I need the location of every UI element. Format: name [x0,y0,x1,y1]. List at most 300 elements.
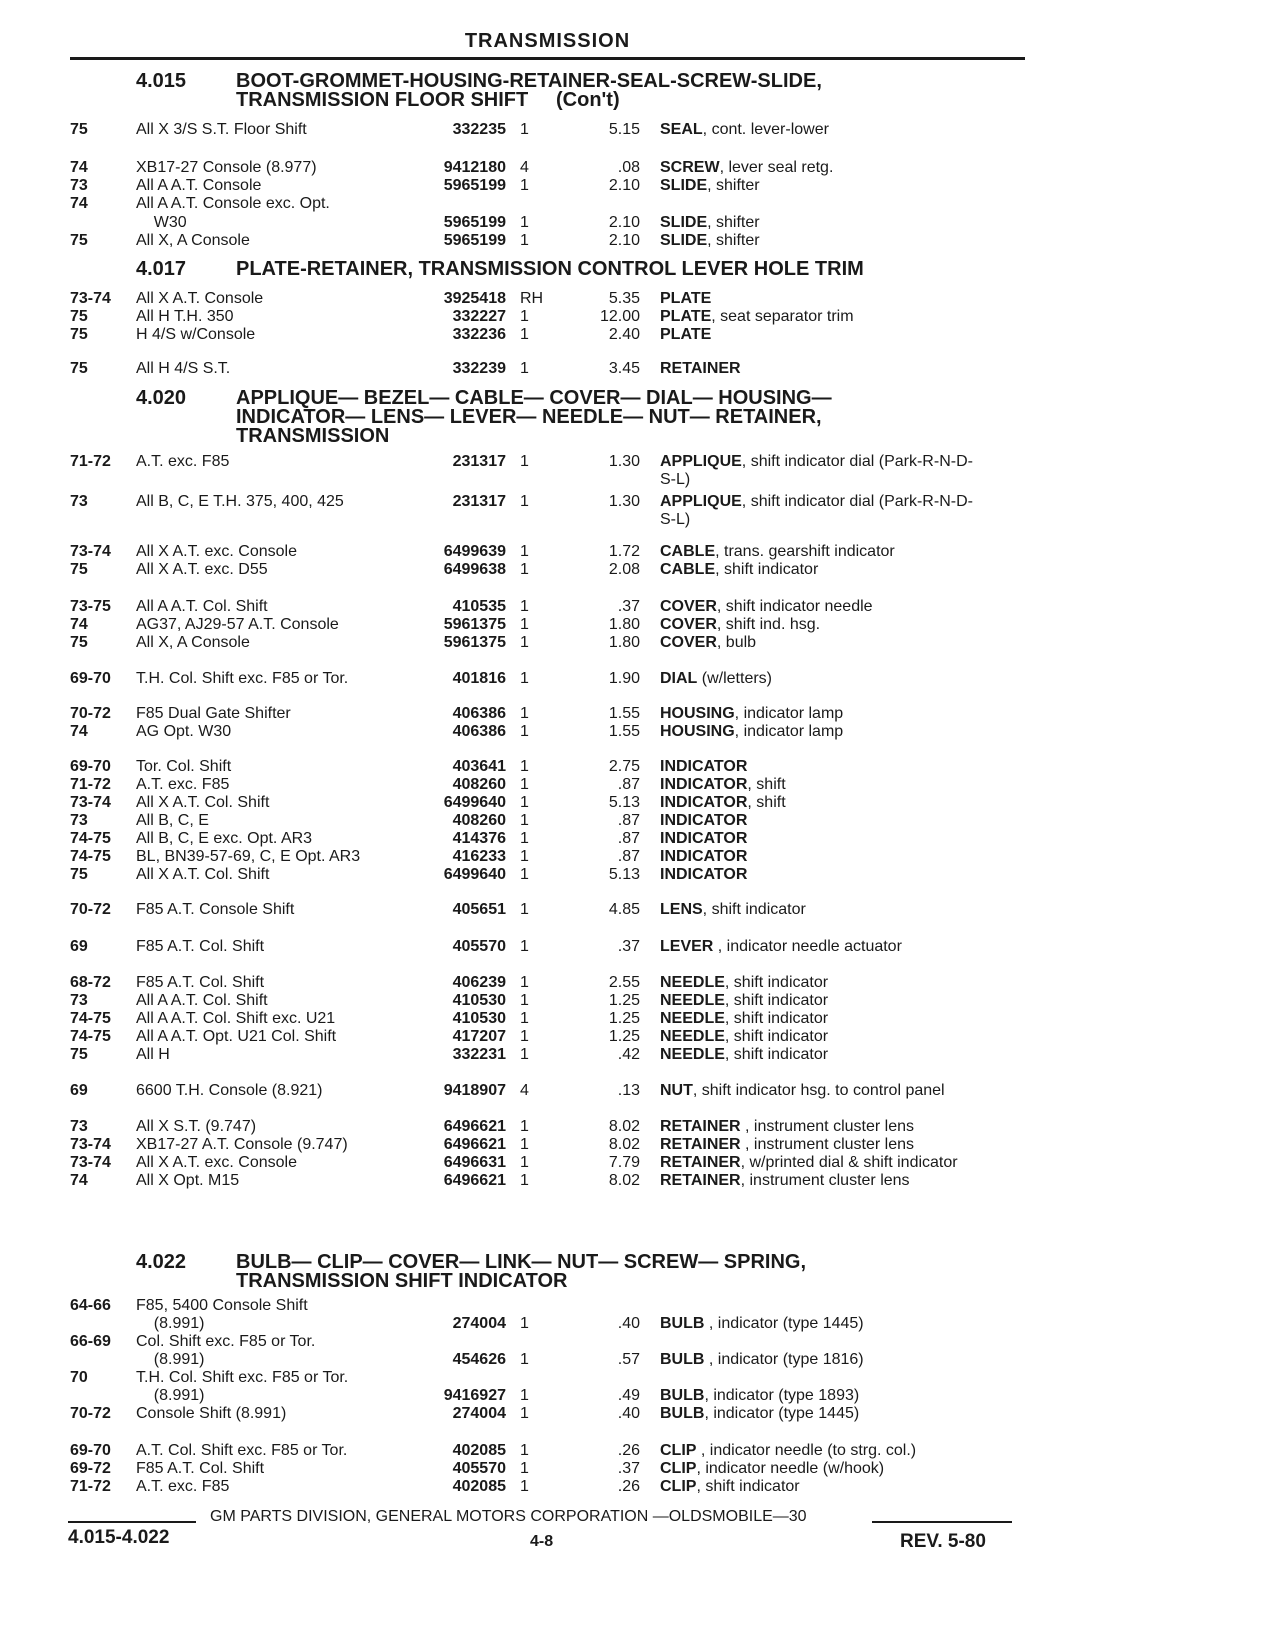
quantity: 1 [520,493,529,510]
price: 5.13 [608,794,640,811]
application: All H T.H. 350 [136,308,234,325]
application: All X A.T. Console [136,290,264,307]
part-number: 274004 [452,1315,506,1332]
part-name: RETAINER [660,1136,741,1153]
part-row [0,900,1280,919]
quantity: 1 [520,1136,529,1153]
part-name: INDICATOR [660,812,748,829]
part-row [0,158,1280,177]
part-name: SLIDE [660,177,708,194]
quantity: 1 [520,121,529,138]
part-name: COVER [660,598,717,615]
model-year: 69-70 [70,670,111,687]
price: .40 [617,1315,640,1332]
model-year: 73 [70,177,88,194]
price: 2.08 [608,561,640,578]
quantity: 1 [520,1010,529,1027]
price: 8.02 [608,1172,640,1189]
part-row [0,865,1280,884]
part-description [660,1081,1025,1100]
application: XB17-27 A.T. Console (9.747) [136,1136,348,1153]
quantity: 1 [520,1028,529,1045]
part-name: LEVER [660,938,714,955]
model-year: 73 [70,992,88,1009]
part-row [0,973,1280,992]
price: 1.25 [608,1010,640,1027]
part-description-detail: , indicator lamp [734,705,844,722]
quantity: 1 [520,776,529,793]
price: 8.02 [608,1118,640,1135]
model-year: 70-72 [70,901,111,918]
model-year: 73 [70,493,88,510]
application: All A A.T. Col. Shift [136,598,268,615]
part-row [0,120,1280,139]
part-description-detail: , indicator (type 1445) [704,1315,864,1332]
model-year: 70 [70,1369,88,1386]
part-number: 9416927 [443,1387,506,1404]
part-name: BULB [660,1405,705,1422]
model-year: 71-72 [70,776,111,793]
part-number: 417207 [452,1028,506,1045]
model-year: 64-66 [70,1297,111,1314]
part-number: 416233 [452,848,506,865]
part-description [660,325,1025,344]
part-name: NEEDLE [660,974,725,991]
application: 6600 T.H. Console (8.921) [136,1082,323,1099]
footer-rule-right [872,1521,1012,1523]
part-description [660,560,1025,579]
price: 1.80 [608,634,640,651]
quantity: 1 [520,670,529,687]
part-name: LENS [660,901,703,918]
application: All A A.T. Console exc. Opt. [136,195,330,212]
price: .26 [617,1442,640,1459]
part-number: 6496621 [443,1118,506,1135]
part-number: 332239 [452,360,506,377]
application: All B, C, E [136,812,209,829]
part-number: 3925418 [443,290,506,307]
model-year: 74 [70,1172,88,1189]
model-year: 73-74 [70,1154,111,1171]
part-description-detail: , shift indicator [724,992,829,1009]
part-number: 6499639 [443,543,506,560]
quantity: 1 [520,1118,529,1135]
part-row [0,704,1280,723]
quantity: 1 [520,723,529,740]
application: BL, BN39-57-69, C, E Opt. AR3 [136,848,361,865]
part-description [660,811,1025,830]
part-number: 6496621 [443,1136,506,1153]
quantity: 1 [520,830,529,847]
application: All H [136,1046,170,1063]
section-number: 4.015 [136,70,187,92]
part-number: 231317 [452,493,506,510]
quantity: 1 [520,453,529,470]
part-description-detail: , indicator needle (to strg. col.) [696,1442,917,1459]
part-number: 454626 [452,1351,506,1368]
quantity: 1 [520,1154,529,1171]
part-row [0,722,1280,741]
part-description-detail: , seat separator trim [711,308,854,325]
part-description-detail: , shift indicator [702,901,806,918]
quantity: 1 [520,616,529,633]
price: 1.30 [608,493,640,510]
application: F85 A.T. Console Shift [136,901,295,918]
section-title-line: TRANSMISSION SHIFT INDICATOR [236,1270,568,1292]
quantity: 1 [520,1351,529,1368]
part-name: RETAINER [660,360,741,377]
part-number: 405570 [452,938,506,955]
application: T.H. Col. Shift exc. F85 or Tor. [136,670,349,687]
part-name: CLIP [660,1478,697,1495]
part-description-detail: , shifter [707,232,760,249]
part-number: 406239 [452,974,506,991]
part-description [660,633,1025,652]
quantity: 1 [520,901,529,918]
price: 2.10 [608,177,640,194]
quantity: 1 [520,794,529,811]
part-number: 5965199 [443,232,506,249]
part-description [660,359,1025,378]
part-name: SLIDE [660,232,708,249]
part-description-detail: , shift indicator hsg. to control panel [692,1082,945,1099]
model-year: 75 [70,360,88,377]
quantity: 1 [520,634,529,651]
model-year: 71-72 [70,1478,111,1495]
application: A.T. exc. F85 [136,1478,230,1495]
model-year: 69 [70,938,88,955]
application: All A A.T. Col. Shift exc. U21 [136,1010,336,1027]
application: W30 [136,214,187,231]
part-number: 6499640 [443,866,506,883]
part-name: NUT [660,1082,693,1099]
quantity: 4 [520,159,529,176]
price: 1.25 [608,1028,640,1045]
price: .42 [617,1046,640,1063]
part-description [660,1117,1025,1136]
quantity: 1 [520,1046,529,1063]
quantity: 1 [520,177,529,194]
model-year: 69-72 [70,1460,111,1477]
part-name: COVER [660,616,717,633]
application: All X A.T. exc. Console [136,543,297,560]
part-row [0,1332,1280,1351]
part-description [660,1386,1025,1405]
part-description [660,452,1025,471]
application: (8.991) [136,1351,205,1368]
part-description [660,793,1025,812]
section-number: 4.017 [136,258,187,280]
price: 2.40 [608,326,640,343]
part-number: 5961375 [443,634,506,651]
part-description [660,829,1025,848]
quantity: 1 [520,974,529,991]
price: .26 [617,1478,640,1495]
model-year: 74-75 [70,1028,111,1045]
part-description-detail: , indicator (type 1816) [704,1351,864,1368]
part-description [660,470,1025,489]
part-name: SCREW [660,159,720,176]
model-year: 75 [70,232,88,249]
model-year: 74 [70,159,88,176]
application: All A A.T. Col. Shift [136,992,268,1009]
part-description-detail: , cont. lever-lower [702,121,829,138]
part-description [660,1171,1025,1190]
price: .87 [617,848,640,865]
application: All B, C, E exc. Opt. AR3 [136,830,313,847]
part-name: NEEDLE [660,1010,725,1027]
quantity: 1 [520,1405,529,1422]
section-title-line: TRANSMISSION FLOOR SHIFT (Con't) [236,89,620,111]
application: All X A.T. Col. Shift [136,866,270,883]
part-row [0,1477,1280,1496]
application: All X Opt. M15 [136,1172,240,1189]
part-description-detail: , shift indicator dial (Park-R-N-D- [741,453,973,470]
part-description-detail: , shifter [707,214,760,231]
part-name: INDICATOR [660,758,748,775]
part-description-detail: , shifter [707,177,760,194]
part-name: APPLIQUE [660,493,742,510]
part-row [0,633,1280,652]
part-row [0,615,1280,634]
part-row [0,991,1280,1010]
application: Console Shift (8.991) [136,1405,287,1422]
price: 1.55 [608,723,640,740]
part-row [0,1009,1280,1028]
part-description [660,1045,1025,1064]
price: 2.55 [608,974,640,991]
part-number: 414376 [452,830,506,847]
application: A.T. exc. F85 [136,453,230,470]
quantity: 1 [520,1460,529,1477]
part-description [660,510,1025,529]
application: AG Opt. W30 [136,723,232,740]
part-number: 403641 [452,758,506,775]
part-description [660,900,1025,919]
section-number: 4.022 [136,1251,187,1273]
part-description-detail: , shift indicator [724,1028,829,1045]
part-row [0,289,1280,308]
quantity: 1 [520,232,529,249]
part-description [660,1477,1025,1496]
model-year: 70-72 [70,705,111,722]
part-description [660,991,1025,1010]
application: All H 4/S S.T. [136,360,231,377]
part-name: APPLIQUE [660,453,742,470]
model-year: 73-74 [70,1136,111,1153]
part-name: SEAL [660,121,703,138]
part-name: RETAINER [660,1154,741,1171]
part-row [0,213,1280,232]
part-number: 402085 [452,1442,506,1459]
price: .87 [617,776,640,793]
part-number: 9418907 [443,1082,506,1099]
application: All X S.T. (9.747) [136,1118,257,1135]
application: All X A.T. Col. Shift [136,794,270,811]
part-name: RETAINER [660,1118,741,1135]
application: Tor. Col. Shift [136,758,232,775]
part-name: HOUSING [660,723,735,740]
part-name: INDICATOR [660,776,748,793]
part-number: 405651 [452,901,506,918]
application: AG37, AJ29-57 A.T. Console [136,616,339,633]
part-number: 401816 [452,670,506,687]
part-row [0,176,1280,195]
part-description [660,1153,1025,1172]
section-title-line: PLATE-RETAINER, TRANSMISSION CONTROL LEVER HOLE TRIM [236,258,864,280]
part-description [660,1441,1025,1460]
part-description-detail: , bulb [716,634,757,651]
part-row [0,1441,1280,1460]
model-year: 75 [70,308,88,325]
part-description-detail: S-L) [660,471,691,488]
part-row [0,937,1280,956]
price: .37 [617,938,640,955]
part-description-detail: , instrument cluster lens [740,1118,914,1135]
application: XB17-27 Console (8.977) [136,159,317,176]
application: Col. Shift exc. F85 or Tor. [136,1333,316,1350]
part-name: INDICATOR [660,866,748,883]
part-row [0,359,1280,378]
part-description [660,120,1025,139]
footer-rule-left [68,1521,196,1523]
application: All X A.T. exc. Console [136,1154,297,1171]
part-row [0,847,1280,866]
part-row [0,1171,1280,1190]
price: .57 [617,1351,640,1368]
price: 1.55 [608,705,640,722]
part-description-detail: , w/printed dial & shift indicator [740,1154,958,1171]
quantity: 1 [520,848,529,865]
part-name: BULB [660,1351,705,1368]
application: (8.991) [136,1315,205,1332]
price: 2.75 [608,758,640,775]
part-number: 231317 [452,453,506,470]
part-row [0,510,1280,529]
footer-publisher: GM PARTS DIVISION, GENERAL MOTORS CORPORATION —OLDSMOBILE—30 [210,1508,807,1525]
price: .37 [617,598,640,615]
application: All A A.T. Opt. U21 Col. Shift [136,1028,337,1045]
part-name: NEEDLE [660,992,725,1009]
part-description-detail: , shift [747,794,786,811]
part-name: CABLE [660,561,716,578]
model-year: 66-69 [70,1333,111,1350]
part-row [0,1296,1280,1315]
price: 7.79 [608,1154,640,1171]
model-year: 69 [70,1082,88,1099]
part-number: 274004 [452,1405,506,1422]
part-name: PLATE [660,326,712,343]
price: 12.00 [599,308,640,325]
quantity: 1 [520,543,529,560]
price: .13 [617,1082,640,1099]
model-year: 74 [70,616,88,633]
model-year: 74-75 [70,1010,111,1027]
model-year: 74-75 [70,830,111,847]
price: 1.90 [608,670,640,687]
part-description [660,1459,1025,1478]
application: All X, A Console [136,232,250,249]
part-description-detail: , indicator lamp [734,723,844,740]
section-title-line: TRANSMISSION [236,425,390,447]
application: All X 3/S S.T. Floor Shift [136,121,307,138]
part-number: 6496621 [443,1172,506,1189]
part-row [0,811,1280,830]
quantity: 1 [520,1172,529,1189]
part-description [660,937,1025,956]
part-row [0,231,1280,250]
part-name: DIAL [660,670,698,687]
part-description-detail: , instrument cluster lens [740,1136,914,1153]
application: F85 A.T. Col. Shift [136,1460,265,1477]
quantity: 1 [520,705,529,722]
part-row [0,560,1280,579]
quantity: 1 [520,326,529,343]
part-description-detail: , indicator needle actuator [713,938,902,955]
part-name: NEEDLE [660,1046,725,1063]
part-name: INDICATOR [660,830,748,847]
part-name: INDICATOR [660,794,748,811]
part-name: PLATE [660,308,712,325]
application: T.H. Col. Shift exc. F85 or Tor. [136,1369,349,1386]
part-number: 6499640 [443,794,506,811]
part-row [0,829,1280,848]
part-description-detail: , shift indicator [715,561,819,578]
part-name: BULB [660,1387,705,1404]
quantity: 1 [520,214,529,231]
quantity: 1 [520,866,529,883]
part-description [660,847,1025,866]
part-description-detail: , trans. gearshift indicator [715,543,895,560]
part-number: 408260 [452,776,506,793]
model-year: 75 [70,121,88,138]
part-name: CABLE [660,543,716,560]
part-description [660,757,1025,776]
application: F85, 5400 Console Shift [136,1297,308,1314]
application: All X A.T. exc. D55 [136,561,268,578]
section-title-line: BOOT-GROMMET-HOUSING-RETAINER-SEAL-SCREW-SLIDE, [236,70,822,92]
part-row [0,1117,1280,1136]
application: A.T. Col. Shift exc. F85 or Tor. [136,1442,348,1459]
part-description-detail: , lever seal retg. [719,159,834,176]
part-description [660,213,1025,232]
model-year: 73-74 [70,543,111,560]
quantity: 1 [520,360,529,377]
price: .40 [617,1405,640,1422]
part-description [660,1009,1025,1028]
part-row [0,1386,1280,1405]
part-description-detail: , indicator (type 1893) [704,1387,860,1404]
part-number: 410530 [452,992,506,1009]
part-row [0,775,1280,794]
model-year: 70-72 [70,1405,111,1422]
part-row [0,669,1280,688]
application: F85 A.T. Col. Shift [136,938,265,955]
price: .37 [617,1460,640,1477]
part-description [660,704,1025,723]
part-description-detail: , instrument cluster lens [740,1172,910,1189]
price: .87 [617,830,640,847]
part-description [660,289,1025,308]
part-number: 406386 [452,723,506,740]
footer-revision: REV. 5-80 [900,1531,986,1552]
part-description [660,542,1025,561]
part-row [0,1368,1280,1387]
part-description [660,973,1025,992]
price: 2.10 [608,232,640,249]
quantity: 1 [520,598,529,615]
quantity: 1 [520,308,529,325]
